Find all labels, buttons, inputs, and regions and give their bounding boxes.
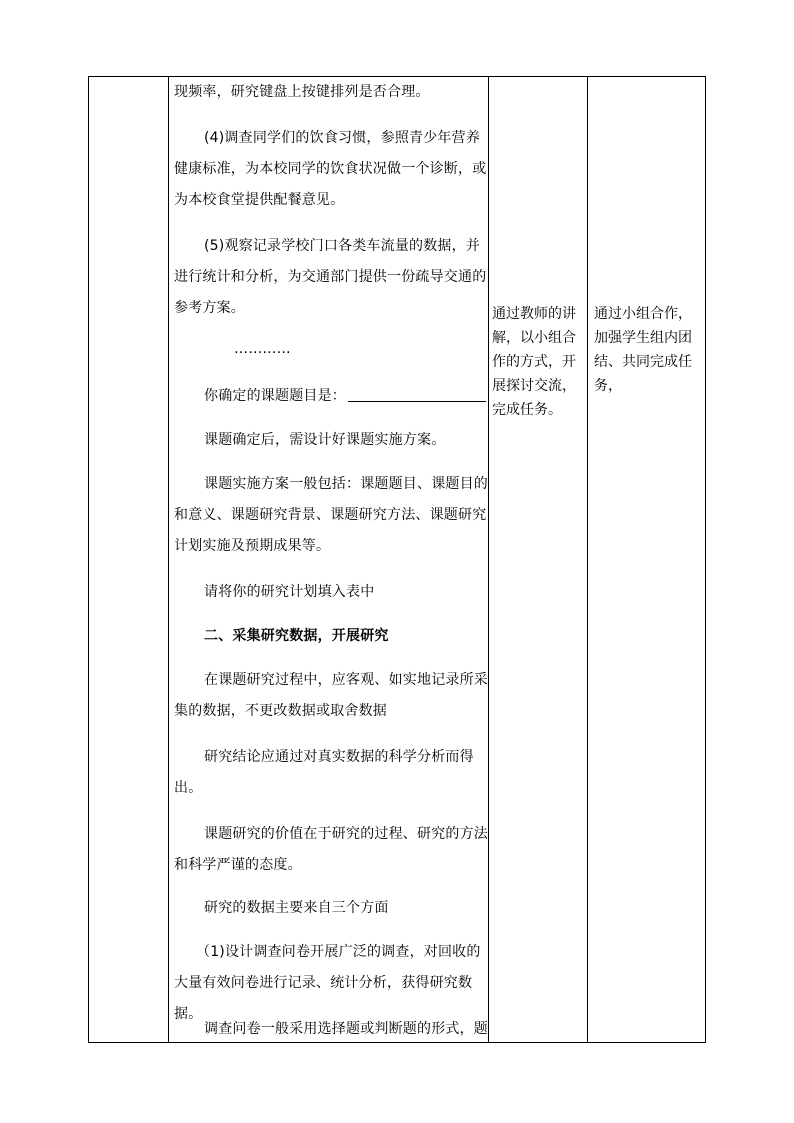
paragraph: 请将你的研究计划填入表中: [204, 584, 375, 600]
paragraph: 现频率，研究键盘上按键排列是否合理。: [174, 84, 430, 100]
column-divider: [168, 77, 169, 1042]
topic-label: 你确定的课题题目是：: [204, 388, 346, 404]
paragraph: 在课题研究过程中，应客观、如实地记录所采集的数据，不更改数据或取舍数据: [174, 672, 488, 719]
paragraph: 调查问卷一般采用选择题或判断题的形式，题: [204, 1021, 488, 1037]
paragraph-topic-prompt: [174, 381, 488, 412]
paragraph: (5)观察记录学校门口各类车流量的数据，并进行统计和分析，为交通部门提供一份疏导交通的参考方案。: [174, 238, 487, 316]
column-divider: [587, 77, 588, 1042]
paragraph: (4)调查同学们的饮食习惯，参照青少年营养健康标准，为本校同学的饮食状况做一个诊断，或为本校食堂提供配餐意见。: [174, 130, 487, 208]
lesson-content-column: [170, 77, 488, 1042]
topic-blank-field[interactable]: [348, 387, 486, 402]
ellipsis: …………: [234, 341, 291, 357]
paragraph: 研究的数据主要来自三个方面: [204, 900, 389, 916]
section-heading: 二、采集研究数据，开展研究: [204, 628, 389, 644]
paragraph: 研究结论应通过对真实数据的科学分析而得出。: [174, 749, 474, 796]
lesson-table: [88, 76, 706, 1043]
student-activity-cell: 通过小组合作，加强学生组内团结、共同完成任务，: [594, 306, 692, 394]
teacher-activity-cell: 通过教师的讲解，以小组合作的方式，开展探讨交流，完成任务。: [492, 306, 576, 418]
paragraph: （1)设计调查问卷开展广泛的调查，对回收的大量有效问卷进行记录、统计分析，获得研究数据。: [174, 944, 481, 1022]
paragraph: 课题研究的价值在于研究的过程、研究的方法和科学严谨的态度。: [174, 826, 488, 873]
column-divider: [488, 77, 489, 1042]
paragraph: 课题确定后，需设计好课题实施方案。: [204, 432, 446, 448]
paragraph: 课题实施方案一般包括：课题题目、课题目的和意义、课题研究背景、课题研究方法、课题研究计划实施及预期成果等。: [174, 476, 488, 554]
